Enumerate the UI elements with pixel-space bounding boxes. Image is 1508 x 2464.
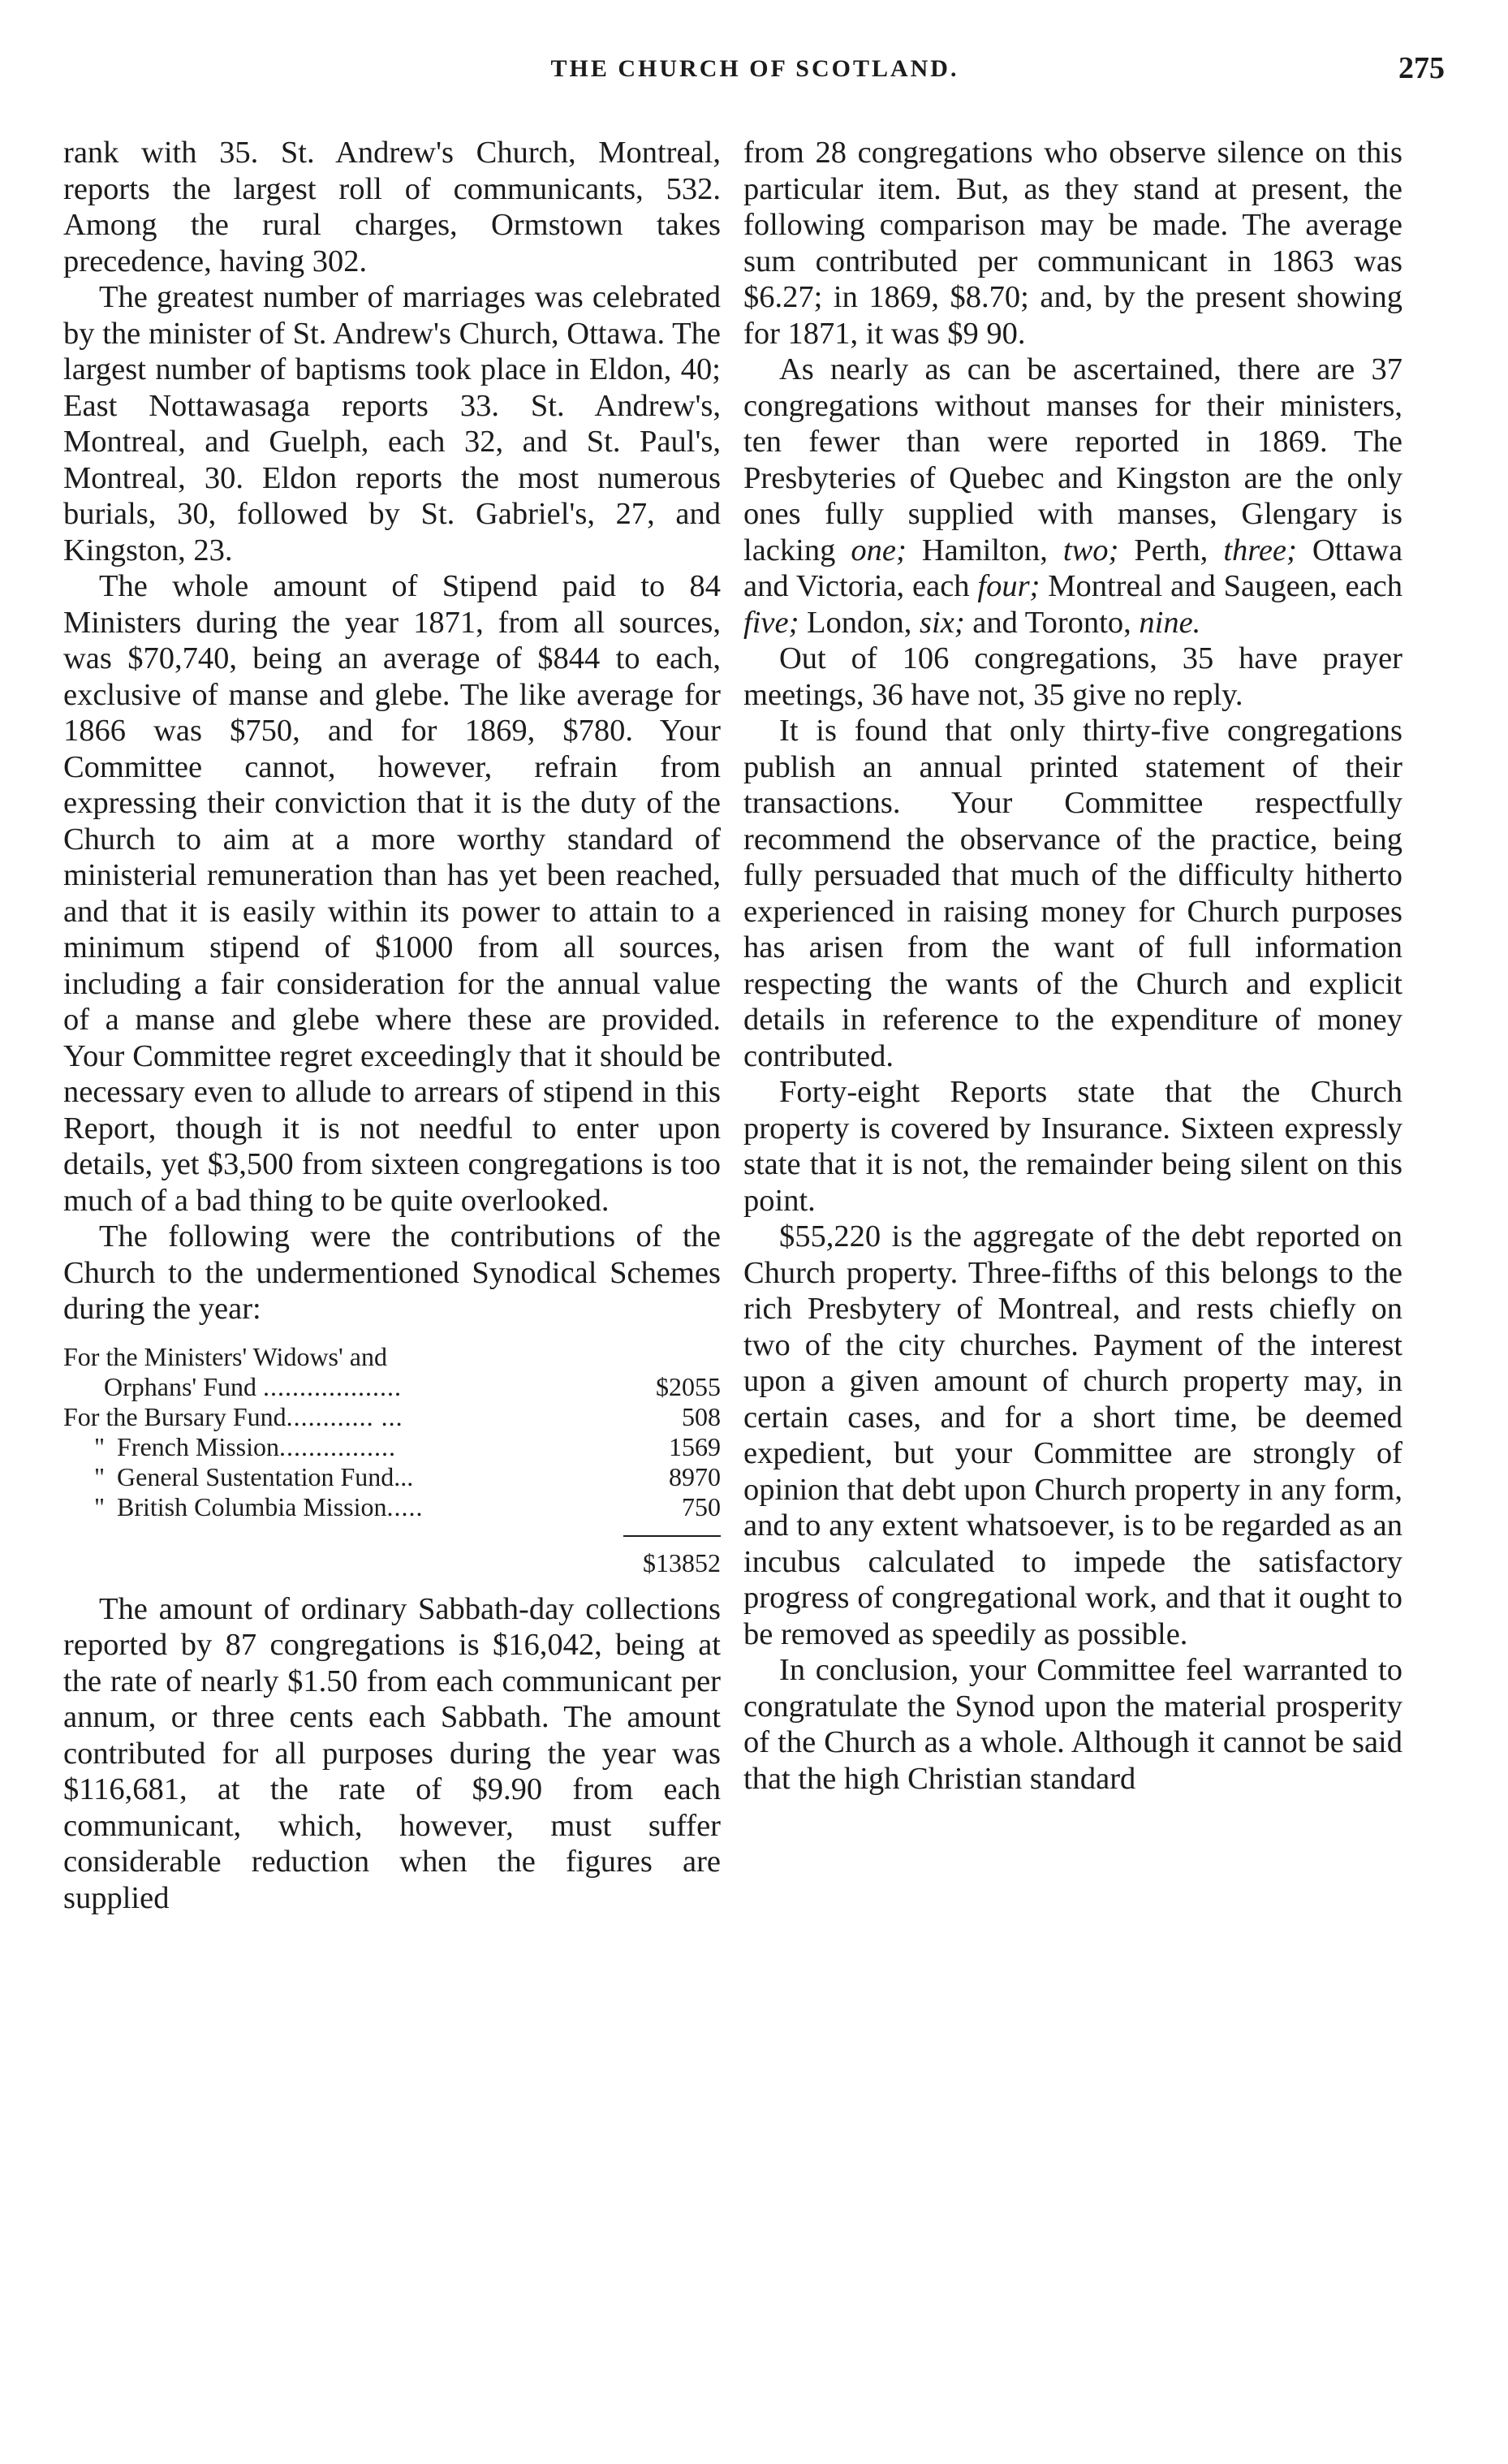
contribution-row bbox=[63, 1492, 721, 1522]
italic-word: one; bbox=[851, 533, 907, 567]
contribution-row bbox=[63, 1342, 721, 1372]
leader-dots: ................ bbox=[279, 1431, 396, 1461]
contribution-amount: $2055 bbox=[656, 1371, 721, 1401]
contribution-label: British Columbia Mission bbox=[117, 1491, 387, 1521]
running-title: THE CHURCH OF SCOTLAND. bbox=[550, 55, 959, 82]
contribution-row bbox=[63, 1462, 721, 1492]
page-number: 275 bbox=[1398, 51, 1445, 85]
contribution-amount: 750 bbox=[682, 1491, 721, 1521]
contribution-row bbox=[63, 1372, 721, 1402]
italic-word: nine. bbox=[1139, 605, 1201, 640]
italic-word: five; bbox=[743, 605, 799, 640]
contribution-amount: 508 bbox=[682, 1401, 721, 1431]
page-header bbox=[65, 47, 1445, 96]
ditto-mark: " bbox=[94, 1431, 106, 1461]
paragraph: from 28 congregations who observe silence on this particular item. But, as they stand at present, the following comparison may be made. The average sum contributed per communicant in 1863 was $6.27; in 1869, $8.70; and, by the present showing for 1871, it was $9 90. bbox=[743, 136, 1402, 351]
paragraph: The whole amount of Stipend paid to 84 Ministers during the year 1871, from all sources, was $70,740, being an average of $844 to each, exclusive of manse and glebe. The like average for 1866 was $750, and for 1869, $780. Your Committee cannot, however, refrain from expressing their conviction that it is the duty of the Church to aim at a more worthy standard of ministerial remuneration than has yet been reached, and that it is easily within its power to attain to a minimum stipend of $1000 from all sources, including a fair consideration for the annual value of a manse and glebe where these are provided. Your Committee regret exceedingly that it should be necessary even to allude to arrears of stipend in this Report, though it is not needful to enter upon details, yet $3,500 from sixteen congregations is too much of a bad thing to be quite overlooked. bbox=[63, 569, 721, 1218]
contributions-table bbox=[63, 1342, 721, 1578]
contributions-total: $13852 bbox=[643, 1547, 721, 1577]
contribution-row bbox=[63, 1402, 721, 1432]
italic-word: four; bbox=[977, 569, 1041, 603]
contribution-amount: 1569 bbox=[669, 1431, 721, 1461]
italic-word: two; bbox=[1062, 533, 1119, 567]
paragraph: Out of 106 congregations, 35 have prayer meetings, 36 have not, 35 give no reply. bbox=[743, 641, 1402, 712]
paragraph: In conclusion, your Committee feel warranted to congratulate the Synod upon the material prosperity of the Church as a whole. Although it cannot be said that the high Christian standard bbox=[743, 1653, 1402, 1796]
paragraph: $55,220 is the aggregate of the debt reported on Church property. Three-fifths of this belongs to the rich Presbytery of Montreal, and rests chiefly on two of the city churches. Payment of the interest upon a given amount of church property may, in certain cases, and for a short time, be deemed expedient, but your Committee are strongly of opinion that debt upon Church property in any form, and to any extent whatsoever, is to be regarded as an incubus calculated to impede the satisfactory progress of congregational work, and that it ought to be removed as speedily as possible. bbox=[743, 1219, 1402, 1651]
contribution-label: General Sustentation Fund... bbox=[117, 1461, 414, 1491]
italic-word: six; bbox=[920, 605, 965, 640]
contribution-label: Orphans' Fund bbox=[104, 1371, 256, 1401]
contribution-label: French Mission bbox=[117, 1431, 279, 1461]
ditto-mark: " bbox=[94, 1491, 106, 1521]
leader-dots: ................... bbox=[262, 1371, 402, 1401]
total-rule bbox=[623, 1535, 721, 1537]
right-column bbox=[743, 135, 1402, 1797]
paragraph: Forty-eight Reports state that the Church property is covered by Insurance. Sixteen expressly state that it is not, the remainder being silent on this point. bbox=[743, 1075, 1402, 1218]
paragraph: As nearly as can be ascertained, there are 37 congregations without manses for their ministers, ten fewer than were reported in 1869. The Presbyteries of Quebec and Kingston are the only ones fully supplied with manses, Glengary is lacking one; Hamilton, two; Perth, three; Ottawa and Victoria, each four; Montreal and Saugeen, each five; London, six; and Toronto, nine. bbox=[743, 352, 1403, 640]
contribution-row bbox=[63, 1432, 721, 1462]
paragraph: It is found that only thirty-five congregations publish an annual printed statement of their transactions. Your Committee respectfully recommend the observance of the practice, being fully persuaded that much of the difficulty hitherto experienced in raising money for Church purposes has arisen from the want of full information respecting the wants of the Church and explicit details in reference to the expenditure of money contributed. bbox=[743, 714, 1402, 1073]
paragraph: The greatest number of marriages was celebrated by the minister of St. Andrew's Church, Ottawa. The largest number of baptisms took place in Eldon, 40; East Nottawasaga reports 33. St. Andrew's, Montreal, and Guelph, each 32, and St. Paul's, Montreal, 30. Eldon reports the most numerous burials, 30, followed by St. Gabriel's, 27, and Kingston, 23. bbox=[63, 280, 721, 567]
ditto-mark: " bbox=[94, 1461, 106, 1491]
paragraph: The amount of ordinary Sabbath-day collections reported by 87 congregations is $16,042, being at the rate of nearly $1.50 from each communicant per annum, or three cents each Sabbath. The amount contributed for all purposes during the year was $116,681, at the rate of $9.90 from each communicant, which, however, must suffer considerable reduction when the figures are supplied bbox=[63, 1591, 721, 1915]
italic-word: three; bbox=[1223, 533, 1297, 567]
contribution-label: For the Ministers' Widows' and bbox=[63, 1341, 387, 1371]
paragraph: The following were the contributions of the Church to the undermentioned Synodical Schemes during the year: bbox=[63, 1219, 721, 1326]
left-column bbox=[63, 135, 721, 1916]
contribution-label: For the Bursary Fund bbox=[63, 1401, 287, 1431]
paragraph: rank with 35. St. Andrew's Church, Montreal, reports the largest roll of communicants, 532. Among the rural charges, Ormstown takes precedence, having 302. bbox=[63, 136, 721, 278]
contribution-amount: 8970 bbox=[669, 1461, 721, 1491]
leader-dots: ............ ... bbox=[286, 1401, 403, 1431]
leader-dots: ..... bbox=[386, 1491, 424, 1521]
